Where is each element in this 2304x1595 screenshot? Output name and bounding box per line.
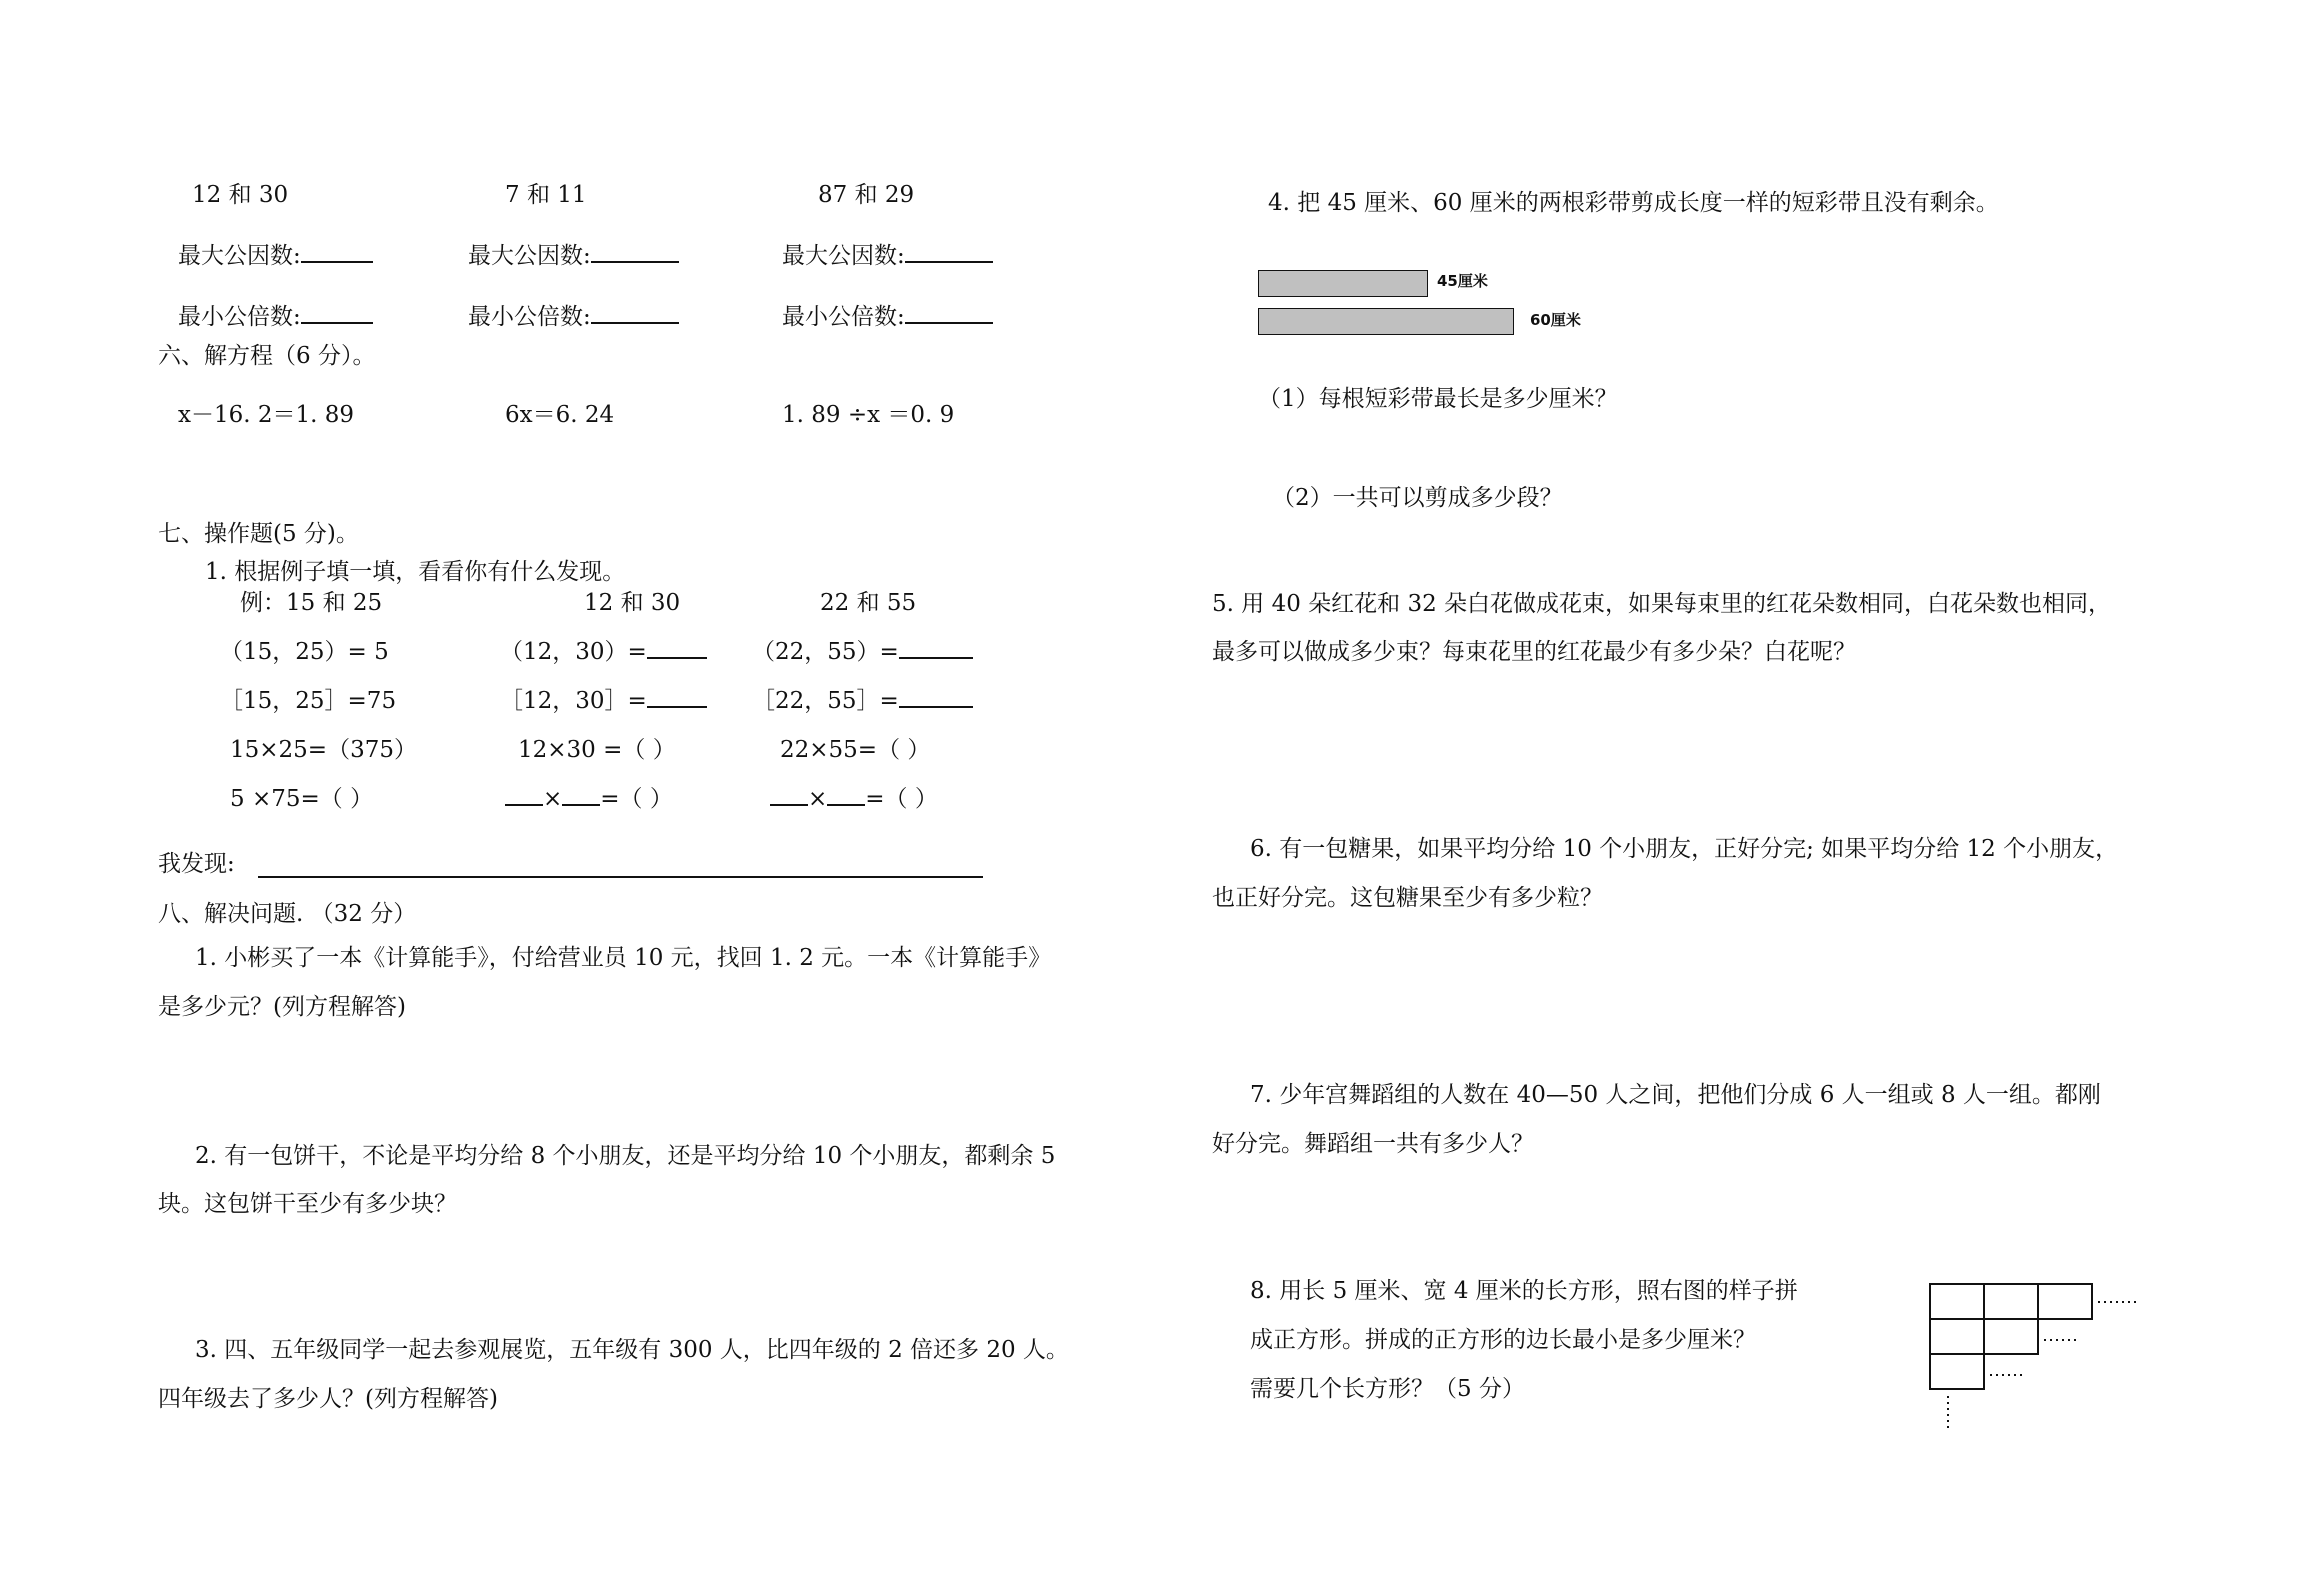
problem-7-line-2: 好分完。舞蹈组一共有多少人？ xyxy=(1212,1131,1534,1157)
c1-result: =（ ） xyxy=(600,786,673,812)
c2-factor-blank-2[interactable] xyxy=(827,804,865,806)
equation-3: 1. 89 ÷x ＝0. 9 xyxy=(782,402,955,428)
rect-r1c2 xyxy=(1984,1284,2038,1319)
lcm-blank[interactable] xyxy=(301,322,373,324)
c1-gcd xyxy=(500,641,707,664)
times-sign: × xyxy=(808,786,828,812)
lcm-label: 最小公倍数: xyxy=(782,304,905,330)
problem-1-line-2: 是多少元？(列方程解答) xyxy=(158,994,406,1020)
c1-gcd-blank[interactable] xyxy=(647,657,707,659)
pair-2: 7 和 11 xyxy=(505,182,587,208)
discover-label: 我发现: xyxy=(158,851,235,877)
column-head-2: 22 和 55 xyxy=(820,590,917,616)
gcd-row-3 xyxy=(782,245,993,268)
lcm-blank[interactable] xyxy=(591,322,679,324)
c2-lcm-label: ［22，55］= xyxy=(752,688,899,714)
c2-lcm xyxy=(752,690,973,713)
c2-lcm-blank[interactable] xyxy=(899,706,973,708)
problem-5-line-2: 最多可以做成多少束？每束花里的红花最少有多少朵？白花呢？ xyxy=(1212,639,1856,665)
section-8-title: 八、解决问题. （32 分） xyxy=(158,901,417,927)
lcm-row-1 xyxy=(178,306,373,329)
c2-factor-blank-1[interactable] xyxy=(770,804,808,806)
problem-8-line-3: 需要几个长方形？（5 分） xyxy=(1250,1376,1525,1402)
times-sign: × xyxy=(543,786,563,812)
lcm-blank[interactable] xyxy=(905,322,993,324)
problem-6-line-1: 6. 有一包糖果，如果平均分给 10 个小朋友，正好分完; 如果平均分给 12 个小朋友， xyxy=(1250,836,2119,862)
problem-6-line-2: 也正好分完。这包糖果至少有多少粒？ xyxy=(1212,885,1603,911)
problem-8-line-2: 成正方形。拼成的正方形的边长最小是多少厘米？ xyxy=(1250,1327,1756,1353)
section-6-title: 六、解方程（6 分）。 xyxy=(158,343,376,369)
rect-r3c1 xyxy=(1930,1354,1984,1389)
equation-1: x－16. 2＝1. 89 xyxy=(178,402,355,428)
rect-r2c1 xyxy=(1930,1319,1984,1354)
example-gcd: （15，25）= 5 xyxy=(220,639,389,665)
gcd-row-1 xyxy=(178,245,373,268)
example-last: 5 ×75=（ ） xyxy=(230,786,374,812)
problem-5-line-1: 5. 用 40 朵红花和 32 朵白花做成花束，如果每束里的红花朵数相同，白花朵数也相同， xyxy=(1212,591,2112,617)
pair-3: 87 和 29 xyxy=(818,182,915,208)
problem-4-question-2: （2）一共可以剪成多少段？ xyxy=(1272,485,1563,511)
rectangle-staircase-figure xyxy=(1920,1280,2160,1430)
gcd-row-2 xyxy=(468,245,679,268)
example-head: 例：15 和 25 xyxy=(240,590,383,616)
column-head-1: 12 和 30 xyxy=(584,590,681,616)
c2-last xyxy=(770,788,938,811)
ribbon-45cm xyxy=(1258,270,1428,297)
example-product: 15×25=（375） xyxy=(230,737,417,763)
problem-3-line-1: 3. 四、五年级同学一起去参观展览，五年级有 300 人，比四年级的 2 倍还多 20 人。 xyxy=(195,1337,1069,1363)
c1-product: 12×30 =（ ） xyxy=(518,737,676,763)
discover-answer-line[interactable] xyxy=(258,876,983,878)
c1-gcd-label: （12，30）= xyxy=(500,639,647,665)
lcm-label: 最小公倍数: xyxy=(178,304,301,330)
gcd-blank[interactable] xyxy=(591,261,679,263)
gcd-label: 最大公因数: xyxy=(468,243,591,269)
problem-8-line-1: 8. 用长 5 厘米、宽 4 厘米的长方形，照右图的样子拼 xyxy=(1250,1278,1798,1304)
example-lcm: ［15，25］=75 xyxy=(220,688,397,714)
problem-2-line-1: 2. 有一包饼干，不论是平均分给 8 个小朋友，还是平均分给 10 个小朋友，都剩余 5 xyxy=(195,1143,1056,1169)
lcm-row-2 xyxy=(468,306,679,329)
problem-1-line-1: 1. 小彬买了一本《计算能手》，付给营业员 10 元，找回 1. 2 元。一本《计算能手》 xyxy=(195,945,1052,971)
c2-result: =（ ） xyxy=(865,786,938,812)
gcd-label: 最大公因数: xyxy=(782,243,905,269)
c1-lcm-blank[interactable] xyxy=(647,706,707,708)
ribbon-60cm xyxy=(1258,308,1514,335)
section-7-title: 七、操作题(5 分)。 xyxy=(158,521,359,547)
c1-last xyxy=(505,788,673,811)
lcm-label: 最小公倍数: xyxy=(468,304,591,330)
c2-gcd xyxy=(752,641,973,664)
problem-3-line-2: 四年级去了多少人？(列方程解答) xyxy=(158,1386,498,1412)
c1-lcm-label: ［12，30］= xyxy=(500,688,647,714)
c2-gcd-blank[interactable] xyxy=(899,657,973,659)
equation-2: 6x＝6. 24 xyxy=(505,402,615,428)
rect-r1c3 xyxy=(2038,1284,2092,1319)
c1-factor-blank-2[interactable] xyxy=(562,804,600,806)
problem-4-question-1: （1）每根短彩带最长是多少厘米？ xyxy=(1258,386,1618,412)
lcm-row-3 xyxy=(782,306,993,329)
pair-1: 12 和 30 xyxy=(192,182,289,208)
gcd-blank[interactable] xyxy=(301,261,373,263)
rect-r1c1 xyxy=(1930,1284,1984,1319)
problem-4-line-1: 4. 把 45 厘米、60 厘米的两根彩带剪成长度一样的短彩带且没有剩余。 xyxy=(1268,190,1999,216)
c1-factor-blank-1[interactable] xyxy=(505,804,543,806)
gcd-label: 最大公因数: xyxy=(178,243,301,269)
ribbon-45cm-label: 45厘米 xyxy=(1437,272,1488,290)
c1-lcm xyxy=(500,690,707,713)
problem-7-line-1: 7. 少年宫舞蹈组的人数在 40—50 人之间，把他们分成 6 人一组或 8 人一组。都刚 xyxy=(1250,1082,2101,1108)
c2-gcd-label: （22，55）= xyxy=(752,639,899,665)
gcd-blank[interactable] xyxy=(905,261,993,263)
rect-r2c2 xyxy=(1984,1319,2038,1354)
section-7-question: 1. 根据例子填一填，看看你有什么发现。 xyxy=(205,559,626,585)
c2-product: 22×55=（ ） xyxy=(780,737,931,763)
problem-2-line-2: 块。这包饼干至少有多少块？ xyxy=(158,1191,457,1217)
ribbon-60cm-label: 60厘米 xyxy=(1530,311,1581,329)
